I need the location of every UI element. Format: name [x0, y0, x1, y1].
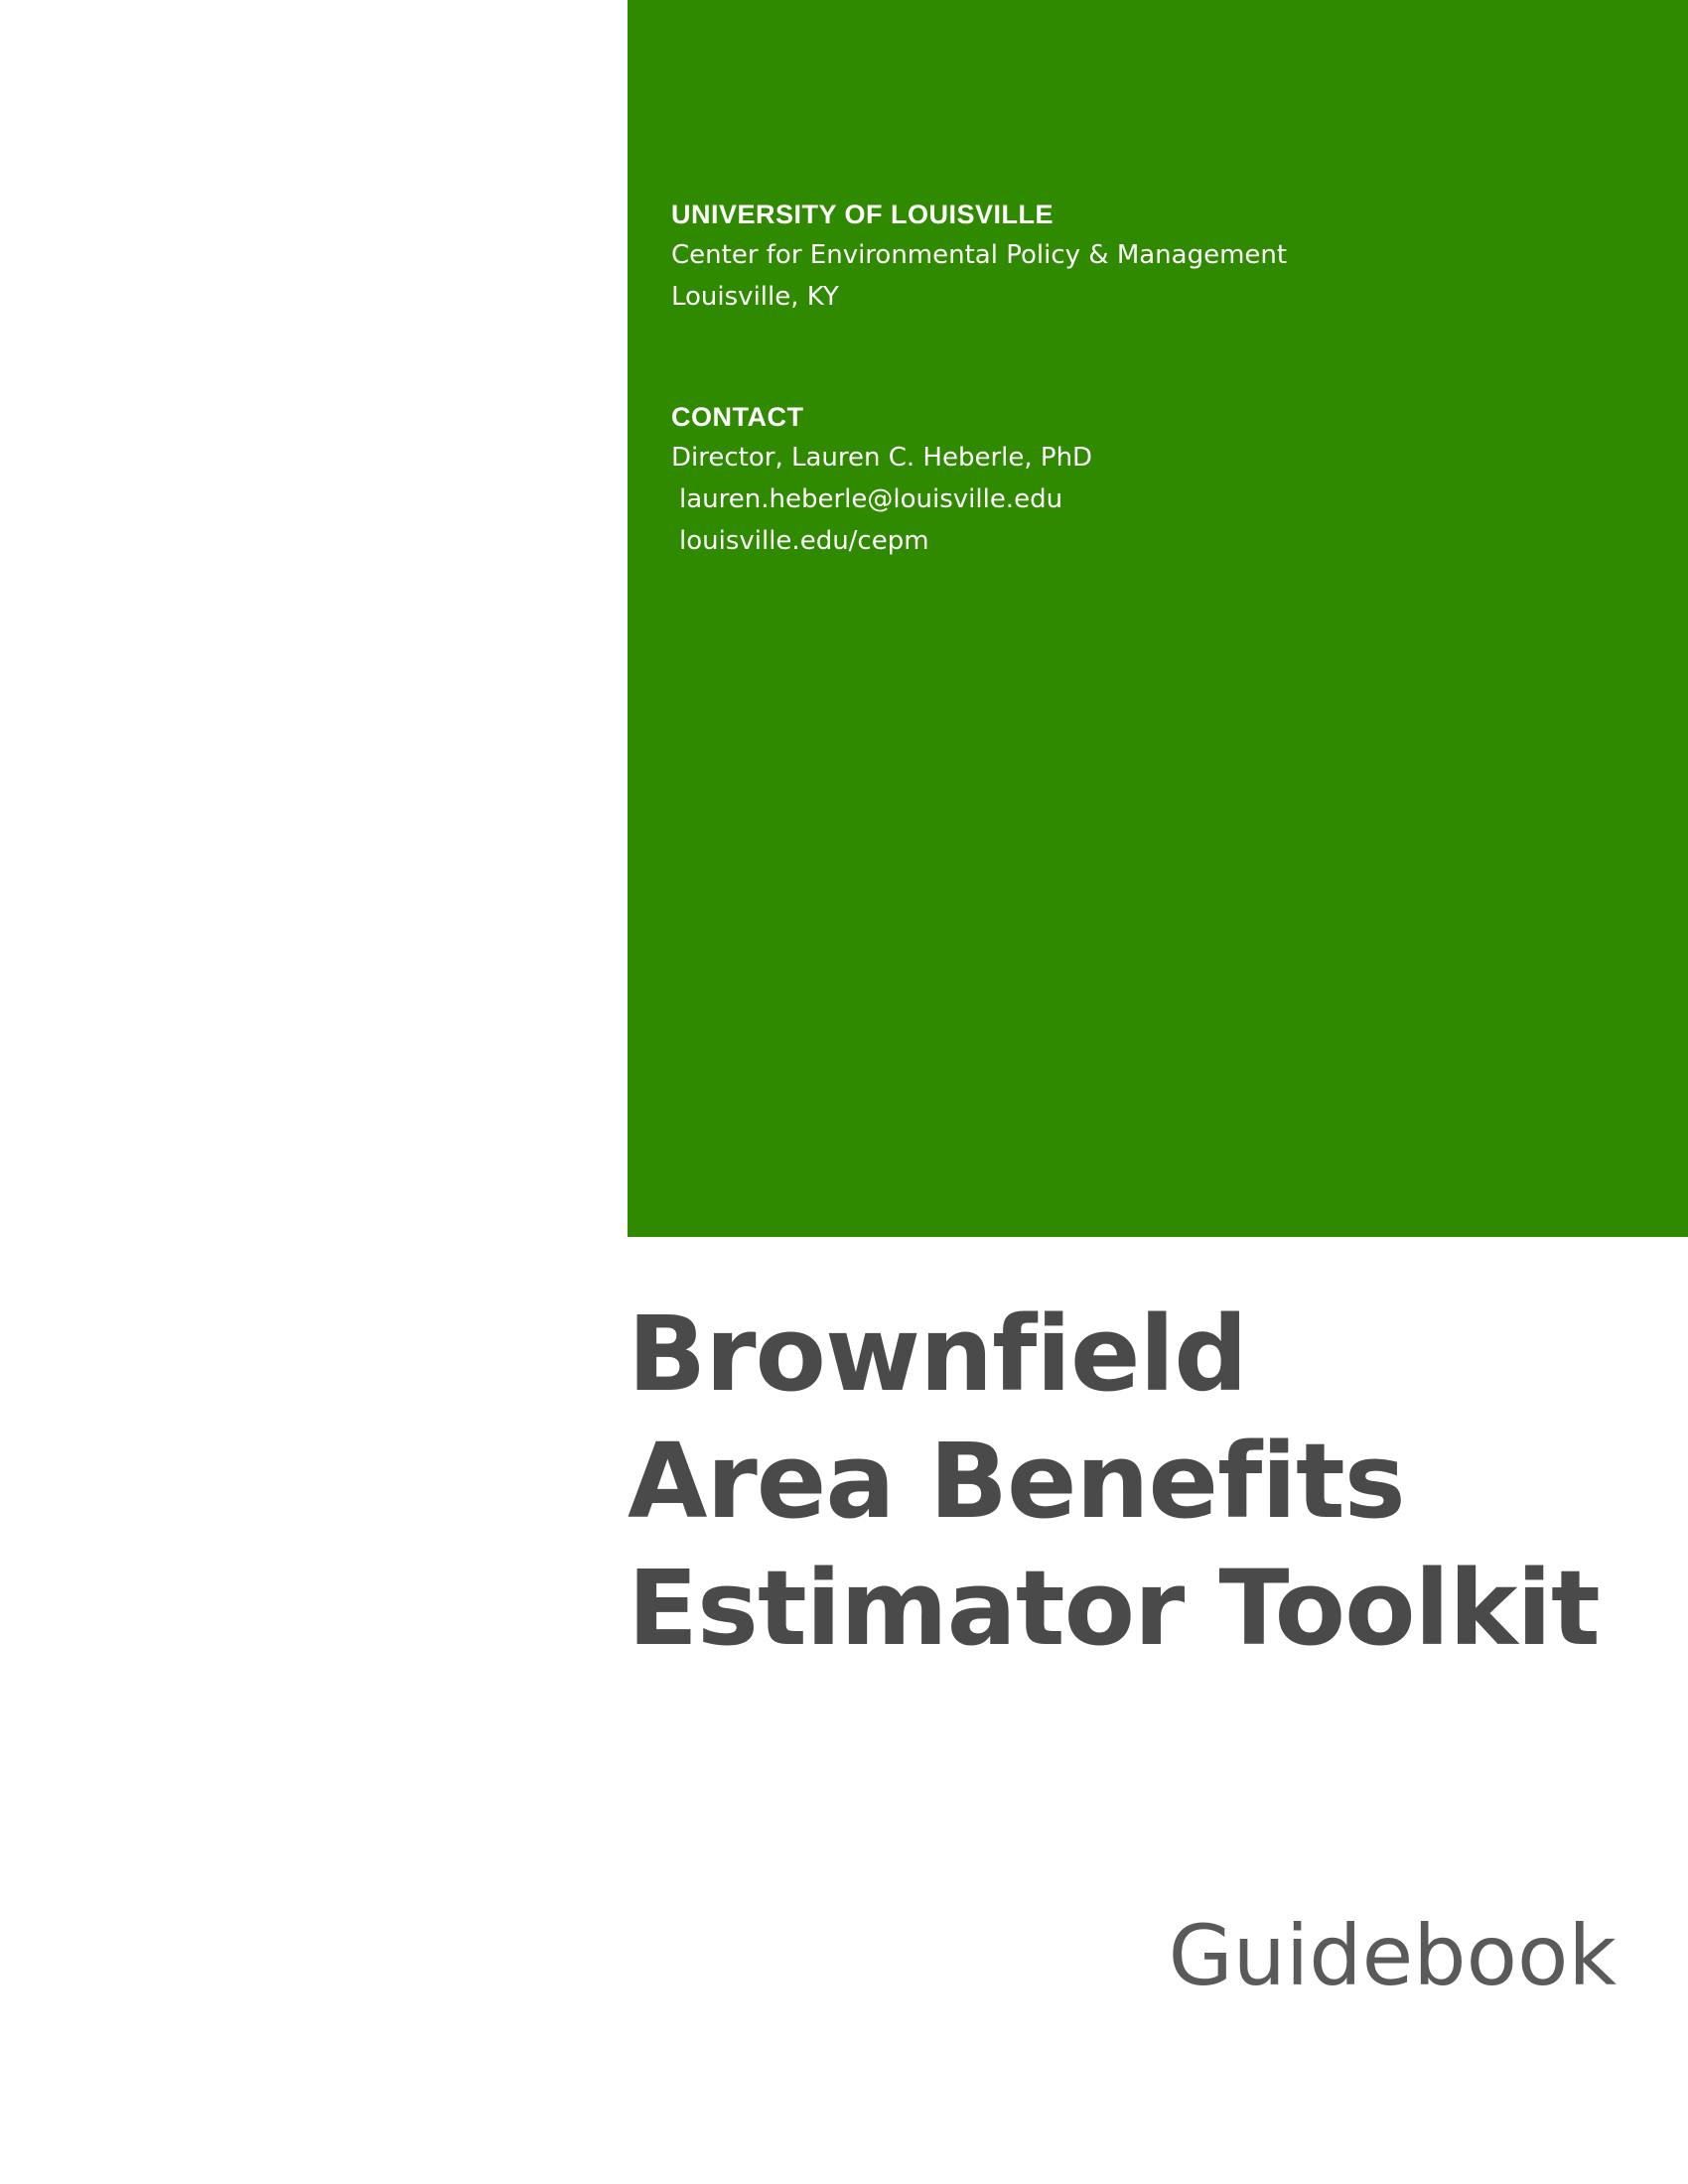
- title-line-3: Estimator Toolkit: [628, 1548, 1600, 1669]
- email-link[interactable]: lauren.heberle@louisville.edu: [679, 484, 1063, 514]
- location: Louisville, KY: [671, 282, 839, 312]
- website-link[interactable]: louisville.edu/cepm: [679, 526, 929, 556]
- contact-block: [671, 397, 1092, 562]
- contact-heading: CONTACT: [671, 402, 804, 432]
- green-header-panel: [628, 0, 1688, 1237]
- director-name: Director, Lauren C. Heberle, PhD: [671, 443, 1093, 473]
- title-line-1: Brownfield: [628, 1294, 1247, 1415]
- document-title: [628, 1291, 1660, 1672]
- organization-heading: UNIVERSITY OF LOUISVILLE: [671, 200, 1055, 229]
- document-subtitle: Guidebook: [1168, 1907, 1617, 2004]
- center-name: Center for Environmental Policy & Management: [671, 240, 1288, 270]
- organization-block: [671, 195, 1287, 318]
- title-line-2: Area Benefits: [628, 1421, 1405, 1542]
